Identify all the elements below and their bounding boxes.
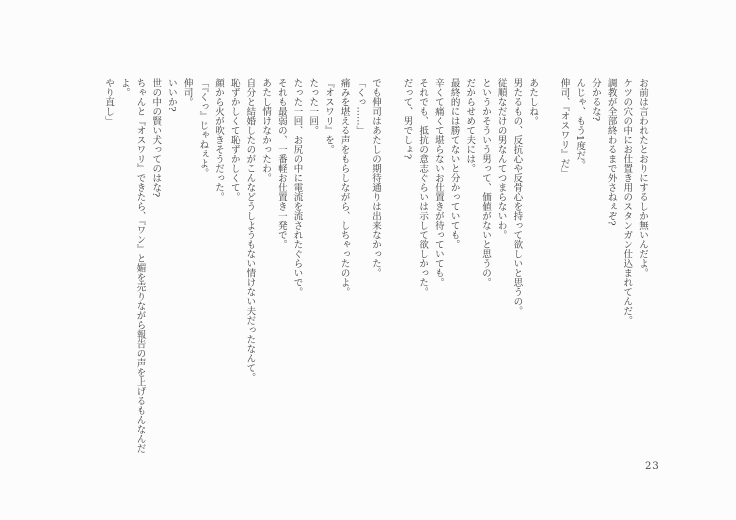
text-line: たった一回。 bbox=[307, 78, 319, 135]
text-line: 顔から火が吹きそうだった。 bbox=[213, 78, 225, 202]
text-line: いいか? bbox=[165, 78, 177, 112]
text-line: 最終的には勝てないと分かっていても。 bbox=[448, 78, 460, 249]
text-line: やり直し」 bbox=[103, 78, 115, 126]
page-text bbox=[100, 78, 650, 478]
text-line: だって、男でしょ? bbox=[401, 78, 413, 160]
text-line: お前は言われたとおりにするしか無いんだよ。 bbox=[637, 78, 648, 278]
text-line: それも最弱の、一番軽お仕置き一発で。 bbox=[275, 78, 287, 249]
text-line: それでも、抵抗の意志ぐらいは示して欲しかった。 bbox=[417, 78, 429, 297]
text-line: 痛みを堪える声をもらしながら、しちゃったのよ。 bbox=[338, 78, 350, 297]
text-line: ちゃんと『オスワリ』できたら、『ワン』と媚を売りながら報告の声を上げるもんなんだ bbox=[134, 78, 146, 454]
text-line: ケツの穴の中にお仕置き用のスタンガン仕込まれてんだ。 bbox=[621, 78, 633, 325]
text-line: だからせめて夫には。 bbox=[464, 78, 476, 173]
text-line: でも伸司はあたしの期待通りは出来なかった。 bbox=[370, 78, 382, 278]
text-line: んじゃ、もう1度だ。 bbox=[574, 78, 586, 170]
text-line: 男たるもの、反抗心や反骨心を持って欲しいと思うの。 bbox=[511, 78, 523, 316]
text-line: 「『くっ』じゃねぇよ。 bbox=[197, 78, 209, 178]
text-line: 伸司、『オスワリ』だ」 bbox=[558, 78, 570, 178]
blank-line bbox=[383, 78, 399, 478]
text-line: 伸司。 bbox=[181, 78, 193, 107]
text-line: 辛くて痛くて堪らないお仕置きが待っていても。 bbox=[432, 78, 444, 287]
text-line: よ。 bbox=[118, 78, 130, 97]
text-line: 分かるな? bbox=[589, 78, 601, 122]
text-line: というかそういう男って、価値がないと思うの。 bbox=[479, 78, 491, 287]
text-line: 恥ずかしくて恥ずかしくて。 bbox=[228, 78, 240, 202]
text-line: 『オスワリ』を。 bbox=[322, 78, 334, 154]
text-line: たった一回、お尻の中に電流を流されたぐらいで。 bbox=[291, 78, 303, 297]
text-line: 自分と結婚したのがこんなどうしようもない情けない夫だったなんて。 bbox=[244, 78, 256, 382]
text-line: 従順なだけの男なんてつまらないわ。 bbox=[495, 78, 507, 240]
text-line: 「くっ……」 bbox=[354, 78, 366, 135]
blank-line bbox=[540, 78, 556, 478]
text-line: あたし情けなかったわ。 bbox=[260, 78, 272, 183]
text-line: 世の中の賢い犬ってのはな? bbox=[150, 78, 162, 198]
page-number: 23 bbox=[645, 461, 660, 472]
text-line: 調教が全部終わるまで外さねぇぞ? bbox=[605, 78, 617, 226]
text-line: あたしね。 bbox=[527, 78, 539, 126]
